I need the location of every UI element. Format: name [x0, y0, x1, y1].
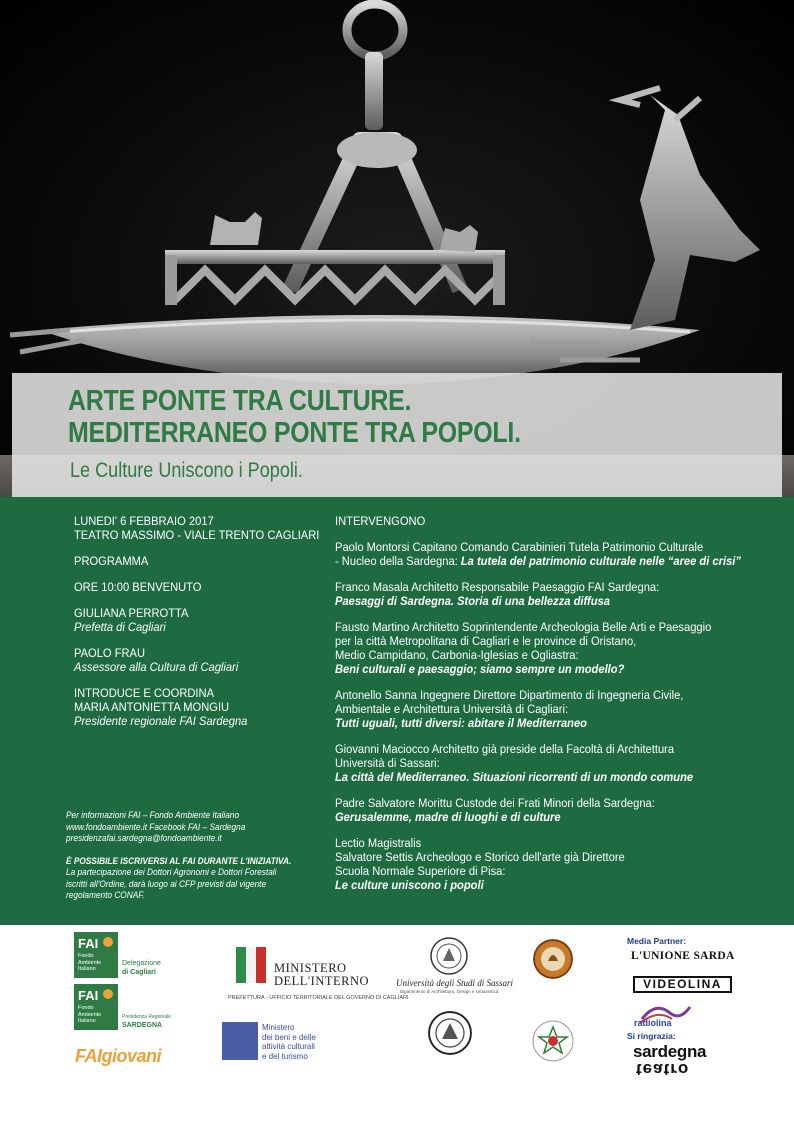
- speaker-desc: per la città Metropolitana di Cagliari e le province di Oristano,: [335, 634, 637, 648]
- poster-subtitle: Le Culture Uniscono i Popoli.: [70, 459, 303, 482]
- coordinator-role: Presidente regionale FAI Sardegna: [74, 714, 248, 728]
- university-name: Università degli Studi di Sassari: [396, 978, 513, 988]
- speaker-desc: - Nucleo della Sardegna: La tutela del patrimonio culturale nelle “aree di crisi”: [335, 554, 741, 568]
- event-date: LUNEDI' 6 FEBBRAIO 2017: [74, 514, 214, 528]
- university-seal-icon: [430, 937, 468, 975]
- mibact-icon: [222, 1022, 258, 1060]
- membership-note: È POSSIBILE ISCRIVERSI AL FAI DURANTE L'INIZIATIVA.: [66, 855, 292, 866]
- talk-title: Beni culturali e paesaggio; siamo sempre un modello?: [335, 662, 625, 676]
- media-partner-label: Media Partner:: [627, 936, 687, 946]
- speaker-name: PAOLO FRAU: [74, 646, 146, 660]
- order-seal-icon: [428, 1011, 472, 1055]
- event-venue: TEATRO MASSIMO - VIALE TRENTO CAGLIARI: [74, 528, 320, 542]
- speaker-role: Prefetta di Cagliari: [74, 620, 166, 634]
- talk-title: La città del Mediterraneo. Situazioni ricorrenti di un mondo comune: [335, 770, 694, 784]
- fai-logo: FAI Fondo Ambiente Italiano: [74, 984, 118, 1030]
- cfp-note: La partecipazione dei Dottori Agronomi e Dottori Forestali: [66, 867, 277, 877]
- sponsor-logos: [0, 925, 794, 1123]
- speaker-name: GIULIANA PERROTTA: [74, 606, 189, 620]
- cfp-note: iscritti all'Ordine, darà luogo ai CFP previsti dal vigente: [66, 878, 267, 889]
- talk-title: Paesaggi di Sardegna. Storia di una bellezza diffusa: [335, 594, 610, 608]
- fai-delegation-label: Delegazione di Cagliari: [122, 960, 161, 976]
- coordinator-label: INTRODUCE E COORDINA: [74, 686, 215, 700]
- lectio-label: Lectio Magistralis: [335, 836, 422, 850]
- website-link[interactable]: www.fondoambiente.it Facebook FAI – Sardegna: [66, 821, 246, 832]
- speakers-column: [335, 514, 775, 892]
- fai-regional-label: Presidenza Regionale SARDEGNA: [122, 1014, 171, 1029]
- title-band: [12, 373, 782, 497]
- videolina-logo: VIDEOLINA: [633, 976, 732, 993]
- talk-title: Gerusalemme, madre di luoghi e di culture: [335, 810, 561, 824]
- speaker-desc: Antonello Sanna Ingegnere Direttore Dipartimento di Ingegneria Civile,: [335, 688, 684, 702]
- unione-sarda-logo: L'UNIONE SARDA: [631, 950, 735, 962]
- radiolina-logo: radiolina: [634, 1018, 672, 1028]
- speaker-desc: Medio Campidano, Carbonia-Iglesias e Ogliastra:: [335, 648, 579, 662]
- speaker-desc: Scuola Normale Superiore di Pisa:: [335, 864, 506, 878]
- thanks-label: Si ringrazia:: [627, 1031, 676, 1041]
- italian-flag-icon: [236, 947, 266, 983]
- poster-title-line-2: MEDITERRANEO PONTE TRA POPOLI.: [68, 417, 521, 449]
- speaker-role: Assessore alla Cultura di Cagliari: [74, 660, 239, 674]
- university-department: Dipartimento di Architettura, Design e Urbanistica: [400, 989, 499, 994]
- program-panel: [0, 497, 794, 925]
- speaker-desc: Università di Sassari:: [335, 756, 440, 770]
- talk-title: La tutela del patrimonio culturale nelle “aree di crisi”: [460, 554, 741, 568]
- speaker-desc: Ambientale e Architettura Università di Cagliari:: [335, 702, 569, 716]
- faigiovani-logo: FAIgiovani: [75, 1046, 162, 1066]
- prefettura-label: PREFETTURA - UFFICIO TERRITORIALE DEL GOVERNO DI CAGLIARI: [228, 995, 409, 1001]
- info-block: [66, 810, 316, 902]
- cfp-note: regolamento CONAF.: [66, 890, 145, 900]
- speaker-desc: Salvatore Settis Archeologo e Storico dell'arte già Direttore: [335, 850, 625, 864]
- ministero-interno-logo: MINISTERO DELL'INTERNO: [274, 961, 370, 988]
- mibact-logo: Ministero dei beni e delle attività culturali e del turismo: [262, 1023, 316, 1061]
- program-column: [74, 514, 324, 728]
- coordinator-name: MARIA ANTONIETTA MONGIU: [74, 700, 230, 714]
- fai-logo: FAI Fondo Ambiente Italiano: [74, 932, 118, 978]
- sardegna-teatro-mirrored: teatro: [636, 1060, 690, 1079]
- italian-republic-emblem-icon: [531, 1019, 575, 1063]
- coat-of-arms-icon: [533, 939, 573, 979]
- speaker-desc: Giovanni Maciocco Architetto già preside della Facoltà di Architettura: [335, 742, 675, 756]
- email-link[interactable]: presidenzafai.sardegna@fondoambiente.it: [66, 833, 222, 843]
- welcome-time: ORE 10:00 BENVENUTO: [74, 580, 202, 594]
- speaker-desc: Padre Salvatore Morittu Custode dei Frati Minori della Sardegna:: [335, 796, 655, 810]
- program-heading: PROGRAMMA: [74, 554, 149, 568]
- speaker-desc: Fausto Martino Architetto Soprintendente Archeologia Belle Arti e Paesaggio: [335, 620, 712, 634]
- speaker-desc: Paolo Montorsi Capitano Comando Carabinieri Tutela Patrimonio Culturale: [335, 540, 704, 554]
- speaker-desc: Franco Masala Architetto Responsabile Paesaggio FAI Sardegna:: [335, 580, 660, 594]
- speakers-heading: INTERVENGONO: [335, 514, 426, 528]
- talk-title: Tutti uguali, tutti diversi: abitare il Mediterraneo: [335, 716, 587, 730]
- info-line: Per informazioni FAI – Fondo Ambiente Italiano: [66, 810, 240, 820]
- poster-title-line-1: ARTE PONTE TRA CULTURE.: [68, 385, 412, 417]
- talk-title: Le culture uniscono i popoli: [335, 878, 484, 892]
- sardegna-teatro-logo: sardegna: [633, 1042, 707, 1061]
